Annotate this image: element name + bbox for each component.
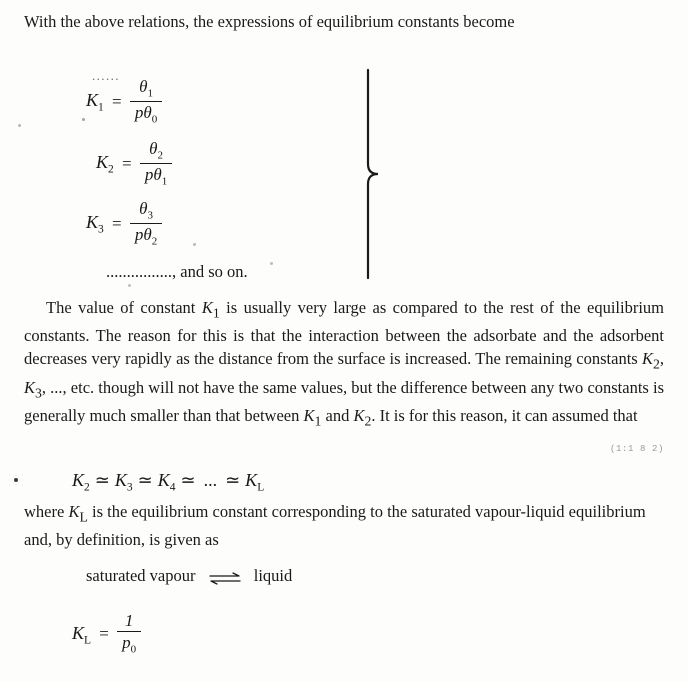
scan-speckle bbox=[18, 124, 21, 127]
equation-kl-lhs: $K_L$ bbox=[72, 622, 92, 647]
equation-k1-fraction bbox=[130, 77, 162, 125]
reaction-left-species: saturated vapour bbox=[86, 566, 196, 585]
equation-k2-numerator: $\theta_2$ bbox=[149, 139, 163, 162]
equation-k1-relation: = bbox=[112, 92, 122, 112]
equation-k2-denominator: $p\theta_1$ bbox=[140, 163, 172, 188]
equation-kl bbox=[72, 612, 141, 657]
equation-k3-fraction bbox=[130, 199, 162, 247]
equation-k3-denominator: $p\theta_2$ bbox=[130, 223, 162, 248]
equation-kl-numerator: 1 bbox=[124, 611, 134, 630]
equation-kl-relation: = bbox=[99, 624, 109, 644]
equation-kl-denominator: $p_0$ bbox=[117, 631, 141, 656]
equation-k3-relation: = bbox=[112, 214, 122, 234]
and-so-on-line: ................, and so on. bbox=[106, 262, 248, 281]
equation-k3-lhs: $K_3$ bbox=[86, 212, 104, 236]
equation-k2-relation: = bbox=[122, 154, 132, 174]
scan-speckle bbox=[128, 284, 131, 287]
equation-kl-fraction bbox=[117, 611, 141, 656]
equation-k3-numerator: $\theta_3$ bbox=[139, 199, 153, 222]
equation-k3 bbox=[86, 200, 162, 248]
equation-k1 bbox=[86, 78, 162, 126]
reaction-right-species: liquid bbox=[253, 566, 293, 585]
right-brace-icon bbox=[362, 68, 402, 280]
body-paragraph-2: where $K_L$ is the equilibrium constant corresponding to the saturated vapour-liquid equilibrium and, by definition, is given as bbox=[24, 502, 646, 550]
scan-artifact: (1:1 8 2) bbox=[610, 444, 665, 454]
scan-speckle bbox=[82, 118, 85, 121]
intro-paragraph: With the above relations, the expressions of equilibrium constants become bbox=[24, 12, 515, 31]
scan-speckle bbox=[14, 478, 18, 482]
equilibrium-harpoons-icon bbox=[208, 570, 242, 584]
dots-above-equations: ...... bbox=[92, 68, 120, 83]
equation-k2 bbox=[96, 140, 172, 188]
body-paragraph-1: The value of constant $K_1$ is usually very large as compared to the rest of the equilibrium constants. The reason for this is that the interaction between the adsorbate and the adsorbent decreases very rapidly as the distance from the surface is increased. The remaining constants $K_2$, $K_3$, ..., etc. though will not have the same values, but the difference between any two constants is generally much smaller than that between $K_1$ and $K_2$. It is for this reason, it can assumed that bbox=[24, 298, 664, 429]
scan-speckle bbox=[193, 243, 196, 246]
equation-k2-fraction bbox=[140, 139, 172, 187]
reaction-line bbox=[86, 566, 292, 586]
equation-k1-denominator: $p\theta_0$ bbox=[130, 101, 162, 126]
scan-speckle bbox=[270, 262, 273, 265]
equation-group bbox=[70, 66, 400, 288]
equation-k1-numerator: $\theta_1$ bbox=[139, 77, 153, 100]
equation-k1-lhs: $K_1$ bbox=[86, 90, 104, 114]
equation-k2-lhs: $K_2$ bbox=[96, 152, 114, 176]
approximation-chain: $K_2$ ≃ $K_3$ ≃ $K_4$ ≃ ... ≃ $K_L$ bbox=[72, 470, 265, 494]
